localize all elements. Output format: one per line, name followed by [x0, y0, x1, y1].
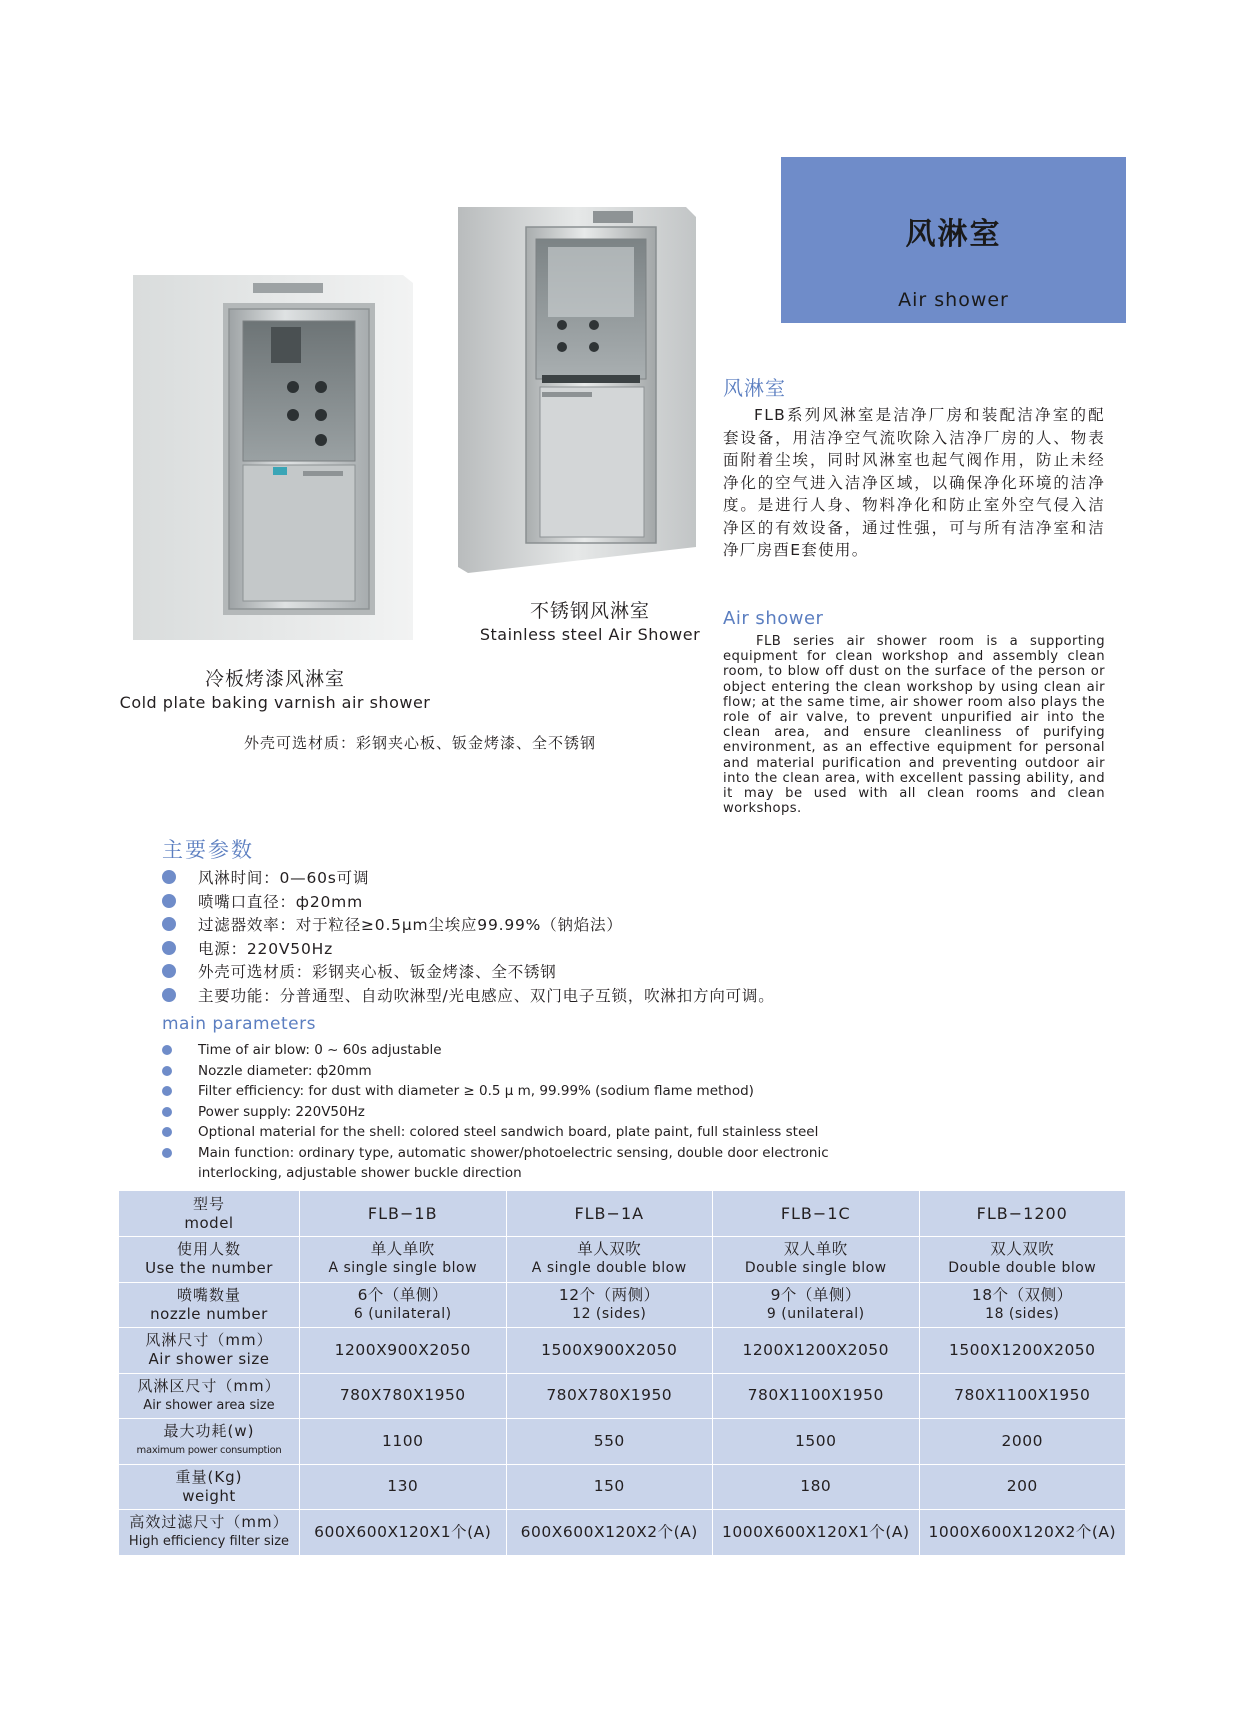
params-list-en	[160, 1040, 960, 1184]
table-row	[119, 1510, 1126, 1556]
table-cell: 180	[713, 1464, 920, 1510]
bullet-icon	[162, 1127, 172, 1137]
cold-plate-caption	[110, 664, 440, 712]
table-cell: 600X600X120X2个(A)	[506, 1510, 713, 1556]
table-row-label: 高效过滤尺寸（mm） High efficiency filter size	[119, 1510, 300, 1556]
cold-plate-caption-cn: 冷板烤漆风淋室	[204, 668, 345, 690]
table-cell: 单人双吹 A single double blow	[506, 1237, 713, 1283]
spec-table	[118, 1190, 1126, 1556]
stainless-air-shower-photo	[458, 207, 698, 573]
table-cell: 1200X900X2050	[300, 1328, 507, 1374]
list-item: 喷嘴口直径：ф20mm	[160, 890, 960, 914]
table-row	[119, 1282, 1126, 1328]
table-row-label: 重量(Kg) weight	[119, 1464, 300, 1510]
shell-material-note: 外壳可选材质：彩钢夹心板、钣金烤漆、全不锈钢	[243, 734, 596, 752]
table-cell: 150	[506, 1464, 713, 1510]
list-item: Power supply: 220V50Hz	[160, 1102, 960, 1123]
table-row	[119, 1328, 1126, 1374]
cold-plate-air-shower-photo	[133, 275, 413, 640]
table-row-label: 最大功耗(w) maximum power consumption	[119, 1419, 300, 1465]
list-item: 电源：220V50Hz	[160, 937, 960, 961]
table-cell: 6个（单侧） 6 (unilateral)	[300, 1282, 507, 1328]
table-cell: 12个（两侧） 12 (sides)	[506, 1282, 713, 1328]
bullet-icon	[162, 941, 176, 955]
bullet-icon	[162, 988, 176, 1002]
table-row	[119, 1464, 1126, 1510]
table-cell: 200	[919, 1464, 1126, 1510]
model-cell: FLB−1200	[919, 1191, 1126, 1237]
list-item: 外壳可选材质：彩钢夹心板、钣金烤漆、全不锈钢	[160, 960, 960, 984]
list-item: 主要功能：分普通型、自动吹淋型/光电感应、双门电子互锁，吹淋扣方向可调。	[160, 984, 960, 1008]
list-item: Filter efficiency: for dust with diameter ≥ 0.5 μ m, 99.99% (sodium flame method)	[160, 1081, 960, 1102]
bullet-icon	[162, 1045, 172, 1055]
list-item: Time of air blow: 0 ~ 60s adjustable	[160, 1040, 960, 1061]
table-cell: 1000X600X120X1个(A)	[713, 1510, 920, 1556]
list-item: Main function: ordinary type, automatic shower/photoelectric sensing, double door electronic interlocking, adjustable shower buckle direction	[160, 1143, 858, 1184]
table-cell: 1500	[713, 1419, 920, 1465]
table-cell: 1000X600X120X2个(A)	[919, 1510, 1126, 1556]
list-item: 过滤器效率：对于粒径≥0.5μm尘埃应99.99%（钠焰法）	[160, 913, 960, 937]
table-row	[119, 1237, 1126, 1283]
table-row-label: 风淋尺寸（mm） Air shower size	[119, 1328, 300, 1374]
table-row-label: 型号 model	[119, 1191, 300, 1237]
bullet-icon	[162, 964, 176, 978]
table-row-label: 风淋区尺寸（mm） Air shower area size	[119, 1373, 300, 1419]
stainless-caption-en: Stainless steel Air Shower	[479, 625, 701, 644]
description-title-en: Air shower	[723, 608, 824, 629]
bullet-icon	[162, 1148, 172, 1158]
stainless-caption-cn: 不锈钢风淋室	[529, 600, 650, 622]
table-cell: 780X780X1950	[300, 1373, 507, 1419]
table-cell: 780X1100X1950	[713, 1373, 920, 1419]
table-cell: 1500X1200X2050	[919, 1328, 1126, 1374]
bullet-icon	[162, 1107, 172, 1117]
params-list-cn	[160, 866, 960, 1007]
params-title-cn: 主要参数	[162, 838, 254, 862]
table-cell: 780X780X1950	[506, 1373, 713, 1419]
bullet-icon	[162, 894, 176, 908]
bullet-icon	[162, 870, 176, 884]
table-header-row	[119, 1191, 1126, 1237]
bullet-icon	[162, 1086, 172, 1096]
model-cell: FLB−1C	[713, 1191, 920, 1237]
bullet-icon	[162, 1066, 172, 1076]
table-cell: 双人双吹 Double double blow	[919, 1237, 1126, 1283]
table-cell: 1500X900X2050	[506, 1328, 713, 1374]
table-row	[119, 1373, 1126, 1419]
table-cell: 9个（单侧） 9 (unilateral)	[713, 1282, 920, 1328]
stainless-caption	[440, 596, 740, 644]
table-row-label: 使用人数 Use the number	[119, 1237, 300, 1283]
list-item: Nozzle diameter: ф20mm	[160, 1061, 960, 1082]
table-cell: 1200X1200X2050	[713, 1328, 920, 1374]
table-cell: 780X1100X1950	[919, 1373, 1126, 1419]
table-cell: 550	[506, 1419, 713, 1465]
params-title-en: main parameters	[162, 1014, 316, 1034]
model-cell: FLB−1A	[506, 1191, 713, 1237]
table-cell: 600X600X120X1个(A)	[300, 1510, 507, 1556]
model-cell: FLB−1B	[300, 1191, 507, 1237]
table-cell: 18个（双侧） 18 (sides)	[919, 1282, 1126, 1328]
description-body-en: FLB series air shower room is a supporting equipment for clean workshop and assembly clean room, to blow off dust on the surface of the person or object entering the clean workshop by using clean air flow; at the same time, air shower room also plays the role of air valve, to prevent unpurified air into the clean area, and ensure cleanliness of purifying environment, as an effective equipment for personal and material purification and preventing outdoor air into the clean area, with excellent passing ability, and it may be used with all clean rooms and clean workshops.	[723, 634, 1105, 817]
banner-title-cn: 风淋室	[905, 217, 1002, 252]
description-body-cn: FLB系列风淋室是洁净厂房和装配洁净室的配套设备，用洁净空气流吹除入洁净厂房的人、物表面附着尘埃，同时风淋室也起气阀作用，防止未经净化的空气进入洁净区域，以确保净化环境的洁净度。是进行人身、物料净化和防止室外空气侵入洁净区的有效设备，通过性强，可与所有洁净室和洁净厂房酉E套使用。	[723, 406, 1105, 559]
table-cell: 1100	[300, 1419, 507, 1465]
list-item: 风淋时间：0—60s可调	[160, 866, 960, 890]
cold-plate-caption-en: Cold plate baking varnish air shower	[119, 693, 431, 712]
banner-title-en: Air shower	[898, 289, 1009, 311]
table-row	[119, 1419, 1126, 1465]
list-item: Optional material for the shell: colored steel sandwich board, plate paint, full stainless steel	[160, 1122, 960, 1143]
bullet-icon	[162, 917, 176, 931]
table-cell: 2000	[919, 1419, 1126, 1465]
description-title-cn: 风淋室	[723, 376, 786, 400]
table-cell: 双人单吹 Double single blow	[713, 1237, 920, 1283]
table-row-label: 喷嘴数量 nozzle number	[119, 1282, 300, 1328]
table-cell: 单人单吹 A single single blow	[300, 1237, 507, 1283]
table-cell: 130	[300, 1464, 507, 1510]
title-banner	[781, 157, 1126, 323]
